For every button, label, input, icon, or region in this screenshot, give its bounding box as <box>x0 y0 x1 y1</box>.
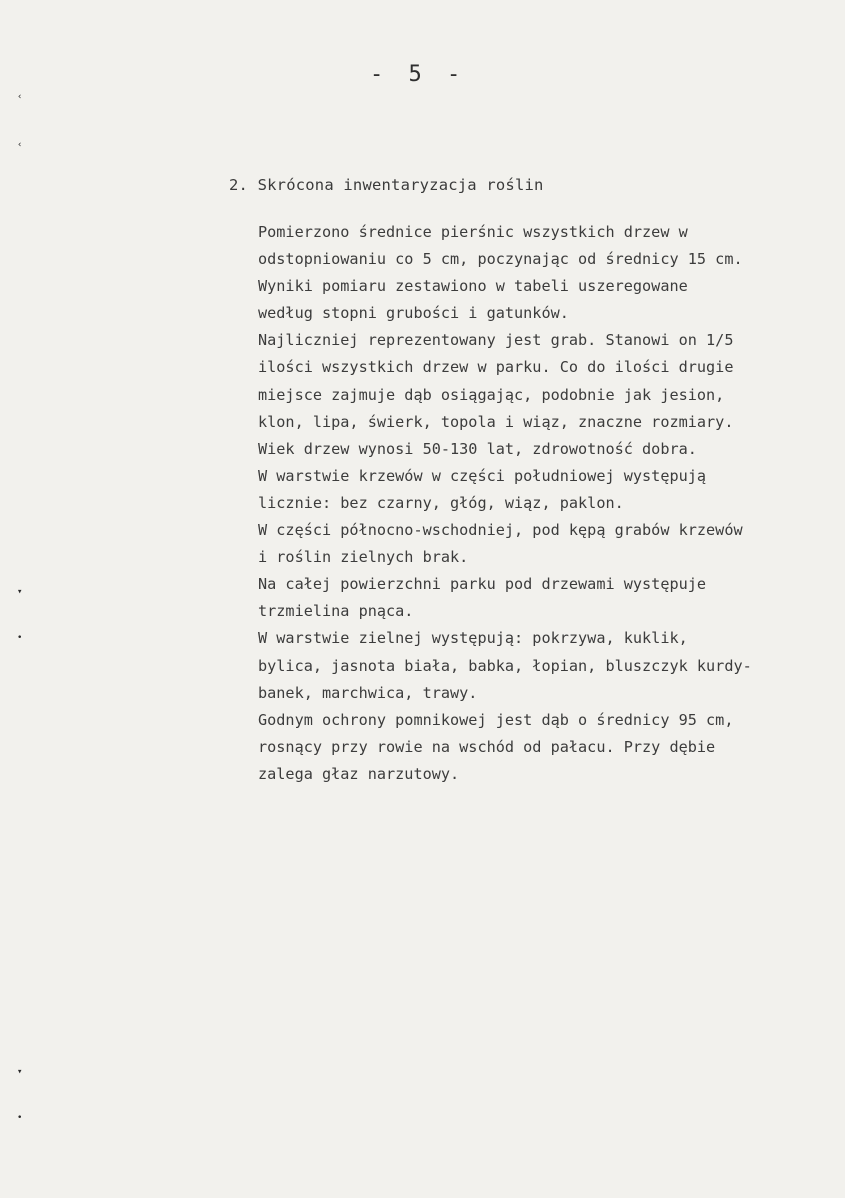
body-line: odstopniowaniu co 5 cm, poczynając od średnicy 15 cm. <box>258 250 743 269</box>
margin-dot-mark: • <box>17 633 23 643</box>
body-text <box>258 219 828 788</box>
page-number: - 5 - <box>370 62 467 87</box>
body-line: bylica, jasnota biała, babka, łopian, bluszczyk kurdy- <box>258 656 752 675</box>
body-line: trzmielina pnąca. <box>258 602 414 621</box>
margin-tick-mark: ‹ <box>17 140 23 150</box>
body-line: rosnący przy rowie na wschód od pałacu. Przy dębie <box>258 737 716 756</box>
body-line: Wyniki pomiaru zestawiono w tabeli uszeregowane <box>258 277 688 296</box>
margin-dot-mark: • <box>17 1113 23 1123</box>
margin-tick-mark: ▾ <box>17 1067 23 1077</box>
body-line: Najliczniej reprezentowany jest grab. Stanowi on 1/5 <box>258 331 734 350</box>
body-line: banek, marchwica, trawy. <box>258 683 478 702</box>
body-line: miejsce zajmuje dąb osiągając, podobnie jak jesion, <box>258 385 725 404</box>
body-line: W warstwie zielnej występują: pokrzywa, kuklik, <box>258 629 688 648</box>
body-line: ilości wszystkich drzew w parku. Co do ilości drugie <box>258 358 734 377</box>
body-line: Pomierzono średnice pierśnic wszystkich drzew w <box>258 223 688 241</box>
margin-tick-mark: ‹ <box>17 92 23 102</box>
body-line: zalega głaz narzutowy. <box>258 764 460 783</box>
body-line: klon, lipa, świerk, topola i wiąz, znaczne rozmiary. <box>258 412 734 431</box>
body-line: według stopni grubości i gatunków. <box>258 304 569 323</box>
body-line: Godnym ochrony pomnikowej jest dąb o średnicy 95 cm, <box>258 710 734 729</box>
body-line: Na całej powierzchni parku pod drzewami występuje <box>258 575 707 594</box>
section-heading: 2. Skrócona inwentaryzacja roślin <box>229 176 544 194</box>
body-line: W części północno-wschodniej, pod kępą grabów krzewów <box>258 521 743 540</box>
body-line: W warstwie krzewów w części południowej występują <box>258 466 707 485</box>
body-line: Wiek drzew wynosi 50-130 lat, zdrowotność dobra. <box>258 439 697 458</box>
body-line: i roślin zielnych brak. <box>258 548 469 567</box>
margin-tick-mark: ▾ <box>17 587 23 597</box>
body-line: licznie: bez czarny, głóg, wiąz, paklon. <box>258 493 624 512</box>
